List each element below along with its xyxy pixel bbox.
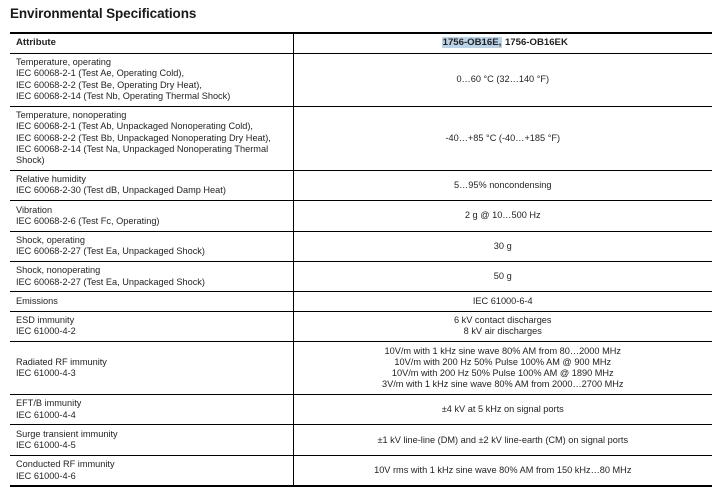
table-header-row bbox=[10, 33, 712, 53]
attribute-standard: IEC 61000-4-6 bbox=[16, 470, 76, 481]
attribute-standard: IEC 60068-2-1 (Test Ab, Unpackaged Nonoperating Cold), bbox=[16, 121, 253, 132]
attribute-name: Radiated RF immunity bbox=[16, 356, 107, 367]
value-line: 50 g bbox=[493, 271, 512, 282]
table-row bbox=[10, 455, 712, 486]
value-cell bbox=[293, 106, 712, 170]
table-row bbox=[10, 201, 712, 231]
attribute-standard: IEC 60068-2-14 (Test Nb, Operating Thermal Shock) bbox=[16, 90, 231, 101]
attribute-standard: IEC 60068-2-2 (Test Be, Operating Dry Heat), bbox=[16, 79, 202, 90]
attribute-name: Temperature, operating bbox=[16, 57, 111, 68]
value-line: ±4 kV at 5 kHz on signal ports bbox=[441, 404, 564, 415]
column-header-attribute: Attribute bbox=[10, 33, 293, 53]
value-cell bbox=[293, 201, 712, 231]
attribute-standard: IEC 61000-4-5 bbox=[16, 440, 76, 451]
attribute-cell bbox=[10, 201, 293, 231]
attribute-standard: IEC 60068-2-27 (Test Ea, Unpackaged Shock) bbox=[16, 246, 205, 257]
attribute-standard: IEC 60068-2-30 (Test dB, Unpackaged Damp Heat) bbox=[16, 185, 226, 196]
table-header bbox=[10, 33, 712, 53]
table-row bbox=[10, 394, 712, 424]
value-cell bbox=[293, 170, 712, 200]
value-line: 10V rms with 1 kHz sine wave 80% AM from 150 kHz…80 MHz bbox=[374, 464, 632, 475]
attribute-cell bbox=[10, 342, 293, 395]
attribute-cell bbox=[10, 170, 293, 200]
value-line: IEC 61000-6-4 bbox=[472, 295, 533, 306]
catalog-number-secondary: 1756-OB16EK bbox=[502, 37, 568, 48]
attribute-cell bbox=[10, 311, 293, 341]
value-line: -40…+85 °C (-40…+185 °F) bbox=[445, 132, 561, 143]
column-header-catalog-numbers bbox=[293, 33, 712, 53]
value-line: 5…95% noncondensing bbox=[453, 179, 552, 190]
attribute-standard: IEC 60068-2-6 (Test Fc, Operating) bbox=[16, 215, 160, 226]
table-row bbox=[10, 170, 712, 200]
value-cell bbox=[293, 231, 712, 261]
value-cell bbox=[293, 261, 712, 291]
attribute-cell bbox=[10, 261, 293, 291]
attribute-standard: IEC 60068-2-2 (Test Bb, Unpackaged Nonoperating Dry Heat), bbox=[16, 132, 271, 143]
table-row bbox=[10, 261, 712, 291]
attribute-name: Shock, operating bbox=[16, 235, 85, 246]
attribute-cell bbox=[10, 106, 293, 170]
value-line: ±1 kV line-line (DM) and ±2 kV line-earth (CM) on signal ports bbox=[377, 434, 629, 445]
attribute-standard: IEC 60068-2-1 (Test Ae, Operating Cold), bbox=[16, 68, 185, 79]
value-line: 2 g @ 10…500 Hz bbox=[464, 210, 541, 221]
attribute-cell bbox=[10, 292, 293, 311]
attribute-cell bbox=[10, 455, 293, 486]
value-line: 10V/m with 1 kHz sine wave 80% AM from 80…2000 MHz bbox=[384, 345, 621, 356]
value-cell bbox=[293, 342, 712, 395]
attribute-standard: IEC 61000-4-2 bbox=[16, 326, 76, 337]
table-row bbox=[10, 53, 712, 106]
attribute-cell bbox=[10, 425, 293, 455]
table-row bbox=[10, 106, 712, 170]
value-cell bbox=[293, 394, 712, 424]
attribute-standard: IEC 61000-4-4 bbox=[16, 409, 76, 420]
table-row bbox=[10, 425, 712, 455]
attribute-standard: IEC 61000-4-3 bbox=[16, 368, 76, 379]
value-line: 10V/m with 200 Hz 50% Pulse 100% AM @ 1890 MHz bbox=[391, 368, 614, 379]
table-row bbox=[10, 231, 712, 261]
value-line: 30 g bbox=[493, 240, 512, 251]
table-row bbox=[10, 292, 712, 311]
value-cell bbox=[293, 53, 712, 106]
value-cell bbox=[293, 292, 712, 311]
value-line: 10V/m with 200 Hz 50% Pulse 100% AM @ 900 MHz bbox=[394, 356, 612, 367]
attribute-name: Shock, nonoperating bbox=[16, 265, 101, 276]
attribute-standard: IEC 60068-2-27 (Test Ea, Unpackaged Shock) bbox=[16, 276, 205, 287]
catalog-number-highlighted: 1756-OB16E, bbox=[442, 37, 502, 48]
table-body bbox=[10, 53, 712, 486]
value-line: 6 kV contact discharges bbox=[453, 315, 552, 326]
value-cell bbox=[293, 455, 712, 486]
attribute-standard: Shock) bbox=[16, 154, 45, 165]
attribute-name: Conducted RF immunity bbox=[16, 459, 115, 470]
table-row bbox=[10, 342, 712, 395]
attribute-cell bbox=[10, 53, 293, 106]
attribute-name: Temperature, nonoperating bbox=[16, 110, 127, 121]
value-line: 0…60 °C (32…140 °F) bbox=[456, 74, 550, 85]
attribute-name: Vibration bbox=[16, 204, 53, 215]
attribute-standard: IEC 60068-2-14 (Test Na, Unpackaged Nonoperating Thermal bbox=[16, 143, 269, 154]
value-cell bbox=[293, 425, 712, 455]
attribute-name: Relative humidity bbox=[16, 174, 86, 185]
page-title: Environmental Specifications bbox=[10, 6, 197, 21]
environmental-specifications-table bbox=[10, 32, 712, 487]
attribute-name: Surge transient immunity bbox=[16, 428, 118, 439]
attribute-name: Emissions bbox=[16, 295, 58, 306]
attribute-cell bbox=[10, 394, 293, 424]
attribute-cell bbox=[10, 231, 293, 261]
value-cell bbox=[293, 311, 712, 341]
table-row bbox=[10, 311, 712, 341]
attribute-name: ESD immunity bbox=[16, 315, 75, 326]
value-line: 3V/m with 1 kHz sine wave 80% AM from 2000…2700 MHz bbox=[381, 379, 624, 390]
attribute-name: EFT/B immunity bbox=[16, 398, 82, 409]
value-line: 8 kV air discharges bbox=[463, 326, 542, 337]
